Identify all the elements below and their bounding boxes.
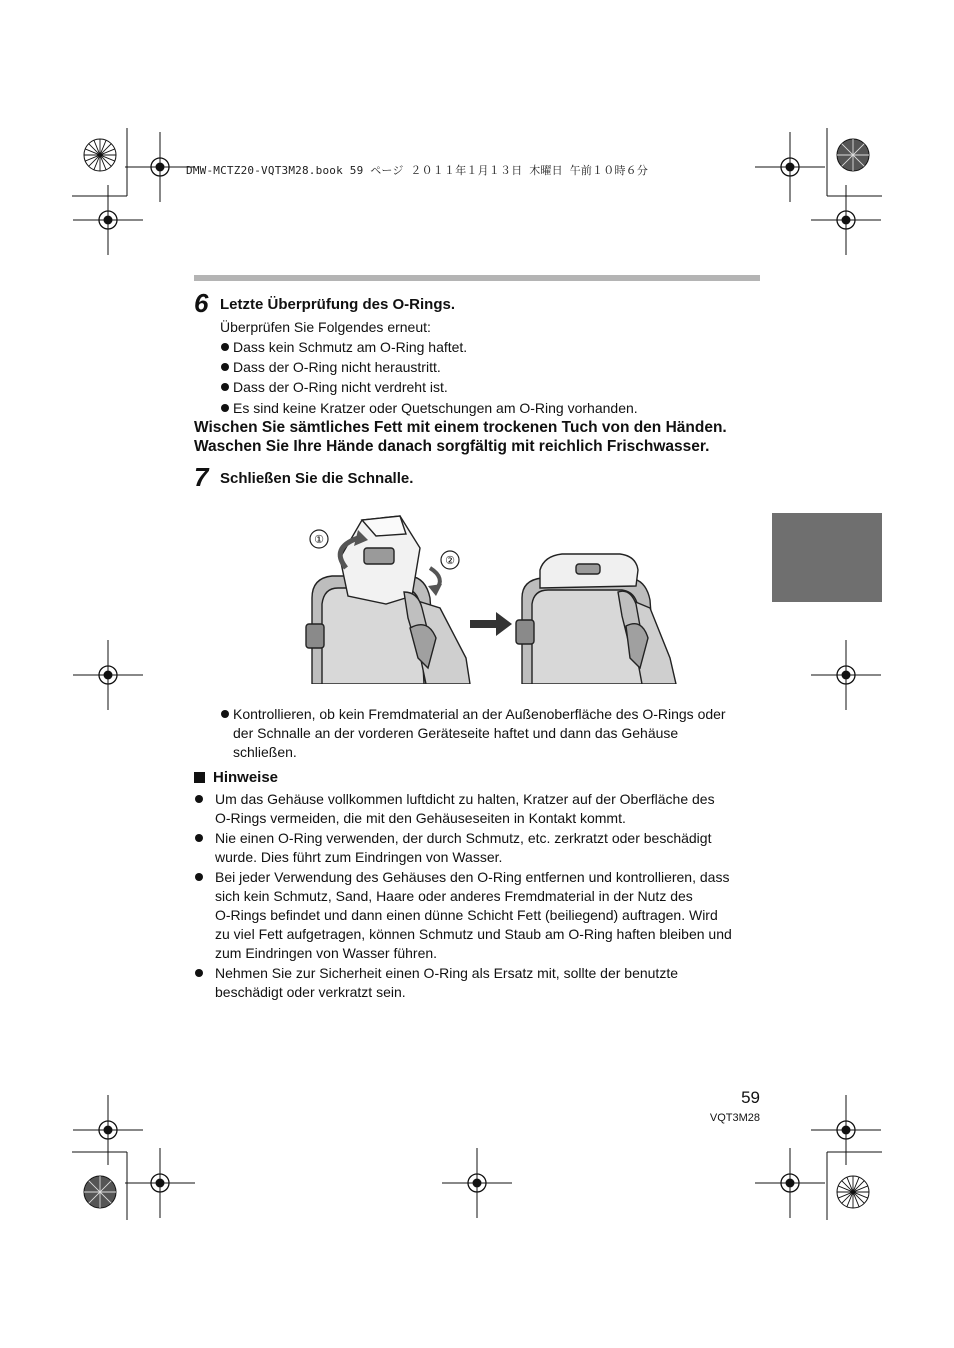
document-code: VQT3M28: [709, 1112, 760, 1124]
note-line: der Schnalle an der vorderen Geräteseite haftet und dann das Gehäuse: [233, 725, 679, 741]
note-line: O-Rings befindet und dann einen dünne Schicht Fett (beiliegend) auftragen. Wird: [215, 907, 718, 923]
note-line: Kontrollieren, ob kein Fremdmaterial an der Außenoberfläche des O-Rings oder: [233, 706, 726, 722]
note-line: Bei jeder Verwendung des Gehäuses den O-Ring entfernen und kontrollieren, dass: [215, 869, 730, 885]
step-7-title: Schließen Sie die Schnalle.: [220, 470, 414, 487]
step-6-intro: Überprüfen Sie Folgendes erneut:: [220, 319, 431, 335]
list-item: Dass der O-Ring nicht verdreht ist.: [220, 378, 780, 397]
list-item: [194, 829, 774, 867]
warning-line-2: Waschen Sie Ihre Hände danach sorgfältig mit reichlich Frischwasser.: [194, 438, 710, 455]
note-line: zum Eindringen von Wasser führen.: [215, 945, 438, 961]
list-item: [194, 964, 774, 1002]
note-line: wurde. Dies führt zum Eindringen von Wasser.: [215, 849, 503, 865]
note-line: Um das Gehäuse vollkommen luftdicht zu halten, Kratzer auf der Oberfläche des: [215, 791, 715, 807]
step-7-number: 7: [194, 462, 209, 492]
file-info-header: DMW-MCTZ20-VQT3M28.book 59 ページ ２０１１年１月１３日 木曜日 午前１０時６分: [186, 164, 649, 177]
housing-closed-buckle: [516, 554, 676, 684]
list-item: Es sind keine Kratzer oder Quetschungen am O-Ring vorhanden.: [220, 399, 780, 418]
housing-open-buckle: [306, 516, 470, 684]
list-item: Dass kein Schmutz am O-Ring haftet.: [220, 338, 780, 357]
notes-list: [194, 790, 774, 1002]
buckle-closing-illustration: [300, 508, 690, 684]
square-bullet-icon: [194, 772, 205, 783]
list-item: [194, 868, 774, 963]
side-tab-marker: [772, 513, 882, 602]
figure-label-2: ②: [445, 555, 455, 567]
notes-heading-text: Hinweise: [213, 769, 279, 786]
step-6-title: Letzte Überprüfung des O-Rings.: [220, 296, 456, 313]
list-item: [194, 790, 774, 828]
list-item: Dass der O-Ring nicht heraustritt.: [220, 358, 780, 377]
note-line: O-Rings vermeiden, die mit den Gehäuseseiten in Kontakt kommt.: [215, 810, 626, 826]
warning-line-1: Wischen Sie sämtliches Fett mit einem trockenen Tuch von den Händen.: [194, 419, 727, 436]
note-line: beschädigt oder verkratzt sein.: [215, 984, 406, 1000]
note-line: zu viel Fett aufgetragen, können Schmutz und Staub am O-Ring haften bleiben und: [215, 926, 732, 942]
notes-heading: [194, 769, 278, 786]
step-6-number: 6: [194, 288, 209, 318]
figure-label-1: ①: [314, 534, 324, 546]
note-line: schließen.: [233, 744, 297, 760]
note-line: sich kein Schmutz, Sand, Haare oder anderes Fremdmaterial in der Nutz des: [215, 888, 693, 904]
note-line: Nehmen Sie zur Sicherheit einen O-Ring als Ersatz mit, sollte der benutzte: [215, 965, 678, 981]
note-line: Nie einen O-Ring verwenden, der durch Schmutz, etc. zerkratzt oder beschädigt: [215, 830, 712, 846]
step-6-checklist: [220, 338, 780, 418]
check-foreign-material-note: [220, 705, 793, 762]
transition-arrow: [470, 612, 512, 636]
section-rule: [194, 275, 760, 281]
page-number: 59: [741, 1088, 760, 1107]
